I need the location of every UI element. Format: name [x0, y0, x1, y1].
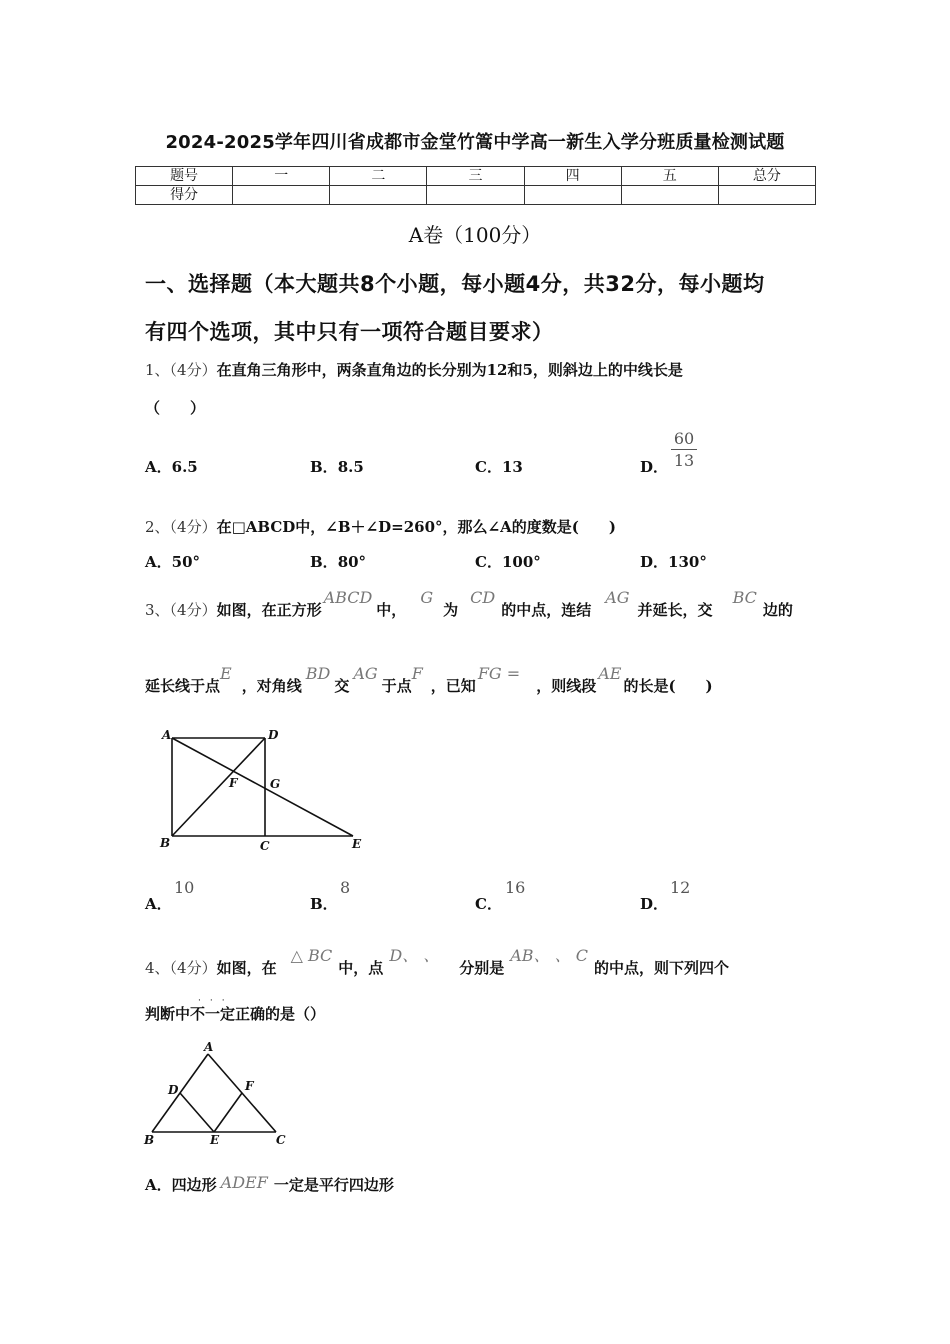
label-f: F	[245, 1079, 254, 1093]
option-label: A．	[145, 1176, 172, 1194]
question-text: 为	[443, 601, 459, 619]
question-text: 中，点	[338, 959, 384, 977]
q1-option-a[interactable]	[145, 456, 198, 477]
q3-option-b[interactable]	[310, 893, 338, 914]
option-value: 6.5	[171, 458, 198, 476]
label-e: E	[210, 1133, 220, 1147]
question-text: 的中点，则下列四个	[593, 959, 729, 977]
emphasis-dots: ···	[198, 996, 234, 1006]
option-value: 50°	[171, 553, 201, 571]
option-value: 8.5	[337, 458, 364, 476]
score-header-cell: 一	[233, 167, 330, 186]
q1-option-d[interactable]	[640, 456, 668, 477]
question-4-line1	[145, 946, 729, 978]
q2-option-d[interactable]	[640, 551, 707, 572]
option-label: B．	[310, 458, 338, 476]
question-3-line2	[145, 664, 713, 696]
option-text: 一定是平行四边形	[273, 1176, 394, 1194]
question-number: 2、（4分）	[145, 518, 217, 536]
math-g: G	[420, 588, 434, 607]
section-heading-line2: 有四个选项，其中只有一项符合题目要求）	[145, 320, 554, 344]
option-label: D．	[640, 458, 669, 476]
question-number: 4、（4分）	[145, 959, 217, 977]
math-bc: BC	[732, 588, 757, 607]
math-ab-bc-ac: AB、 、 C	[510, 946, 588, 965]
q2-option-a[interactable]	[145, 551, 200, 572]
score-cell[interactable]	[427, 186, 524, 205]
question-text: 的长是( )	[623, 677, 713, 695]
score-header-cell: 总分	[718, 167, 815, 186]
math-ag2: AG	[353, 664, 378, 683]
label-c: C	[260, 839, 270, 853]
option-value: 80°	[337, 553, 367, 571]
score-table	[135, 166, 816, 205]
question-text: 中，	[376, 601, 407, 619]
question-text: 交	[334, 677, 350, 695]
question-text: 边的	[762, 601, 793, 619]
question-text: 如图，在	[216, 959, 277, 977]
question-text: 的中点，连结	[501, 601, 592, 619]
option-value: 130°	[668, 553, 707, 571]
option-label: A．	[145, 553, 172, 571]
question-text: ，已知	[430, 677, 476, 695]
math-triangle-abc: △ BC	[290, 946, 333, 965]
score-header-cell: 二	[330, 167, 427, 186]
math-cd: CD	[470, 588, 496, 607]
math-abcd: ABCD	[323, 588, 373, 607]
label-a: A	[162, 728, 172, 742]
score-header-cell: 三	[427, 167, 524, 186]
question-text: ，则线段	[536, 677, 597, 695]
question-text: 延长线于点	[145, 677, 221, 695]
option-label: B．	[310, 553, 338, 571]
label-e: E	[352, 837, 362, 851]
section-heading-line1: 一、选择题（本大题共8个小题，每小题4分，共32分，每小题均	[145, 272, 765, 296]
q1-option-d-fraction	[671, 429, 697, 470]
question-text: 并延长，交	[637, 601, 713, 619]
label-a: A	[204, 1040, 214, 1054]
score-row-label: 得分	[136, 186, 233, 205]
q3-option-a[interactable]	[145, 893, 172, 914]
option-label: C．	[475, 458, 502, 476]
option-label: C．	[475, 895, 502, 913]
q2-option-c[interactable]	[475, 551, 541, 572]
question-text: 在□ABCD中，∠B＋∠D=260°，那么∠A的度数是( )	[216, 518, 616, 536]
score-header-cell: 题号	[136, 167, 233, 186]
q3-option-d[interactable]	[640, 893, 668, 914]
q3-option-c[interactable]	[475, 893, 502, 914]
score-cell[interactable]	[330, 186, 427, 205]
score-table-score-row	[136, 186, 816, 205]
segment-bd	[172, 738, 265, 836]
score-header-cell: 五	[621, 167, 718, 186]
question-1	[145, 359, 683, 380]
q3-option-b-value: 8	[340, 878, 351, 897]
option-label: A．	[145, 458, 172, 476]
q3-figure	[155, 725, 370, 855]
option-text: 四边形	[171, 1176, 217, 1194]
segment-fe	[214, 1093, 242, 1132]
fraction-bar	[671, 449, 697, 450]
math-adef: ADEF	[220, 1173, 268, 1192]
question-2	[145, 516, 616, 537]
paper-part-heading: A卷（100分）	[408, 223, 542, 247]
label-b: B	[160, 836, 171, 850]
math-e: E	[220, 664, 232, 683]
option-value: 100°	[501, 553, 541, 571]
fraction-denominator: 13	[673, 451, 695, 470]
label-d: D	[268, 728, 279, 742]
q3-option-c-value: 16	[505, 878, 526, 897]
q1-option-b[interactable]	[310, 456, 364, 477]
score-cell[interactable]	[524, 186, 621, 205]
label-f: F	[229, 776, 238, 790]
q3-option-d-value: 12	[670, 878, 691, 897]
score-header-cell: 四	[524, 167, 621, 186]
label-d: D	[168, 1083, 179, 1097]
option-label: C．	[475, 553, 502, 571]
math-f: F	[411, 664, 423, 683]
segment-ae	[172, 738, 353, 836]
exam-title: 2024-2025学年四川省成都市金堂竹篙中学高一新生入学分班质量检测试题	[165, 132, 785, 153]
question-text: ，对角线	[241, 677, 302, 695]
label-c: C	[276, 1133, 286, 1147]
option-label: A．	[145, 895, 172, 913]
question-4-line2: 判断中不一定正确的是（）	[145, 1005, 326, 1023]
question-number: 1、（4分）	[145, 361, 217, 379]
question-3-line1	[145, 588, 793, 620]
question-text: 于点	[381, 677, 412, 695]
math-ag: AG	[605, 588, 630, 607]
q3-option-a-value: 10	[174, 878, 195, 897]
math-fg-eq: FG =	[477, 664, 521, 683]
math-bd: BD	[305, 664, 331, 683]
question-1-paren: （ ）	[145, 399, 206, 417]
label-g: G	[270, 777, 281, 791]
math-ae: AE	[598, 664, 622, 683]
score-table-header-row	[136, 167, 816, 186]
question-text: 分别是	[459, 959, 505, 977]
option-label: D．	[640, 895, 669, 913]
option-label: B．	[310, 895, 338, 913]
option-label: D．	[640, 553, 669, 571]
score-cell[interactable]	[621, 186, 718, 205]
score-cell[interactable]	[718, 186, 815, 205]
q4-option-a[interactable]	[145, 1174, 394, 1195]
option-value: 13	[501, 458, 523, 476]
question-text: 在直角三角形中，两条直角边的长分别为12和5，则斜边上的中线长是	[216, 361, 683, 379]
q2-option-b[interactable]	[310, 551, 366, 572]
q1-option-c[interactable]	[475, 456, 523, 477]
segment-de	[180, 1093, 214, 1132]
score-cell[interactable]	[233, 186, 330, 205]
q4-figure	[140, 1040, 300, 1148]
label-b: B	[144, 1133, 155, 1147]
question-text: 如图，在正方形	[216, 601, 322, 619]
question-number: 3、（4分）	[145, 601, 217, 619]
fraction-numerator: 60	[673, 429, 695, 448]
math-def: D、 、	[389, 946, 440, 965]
